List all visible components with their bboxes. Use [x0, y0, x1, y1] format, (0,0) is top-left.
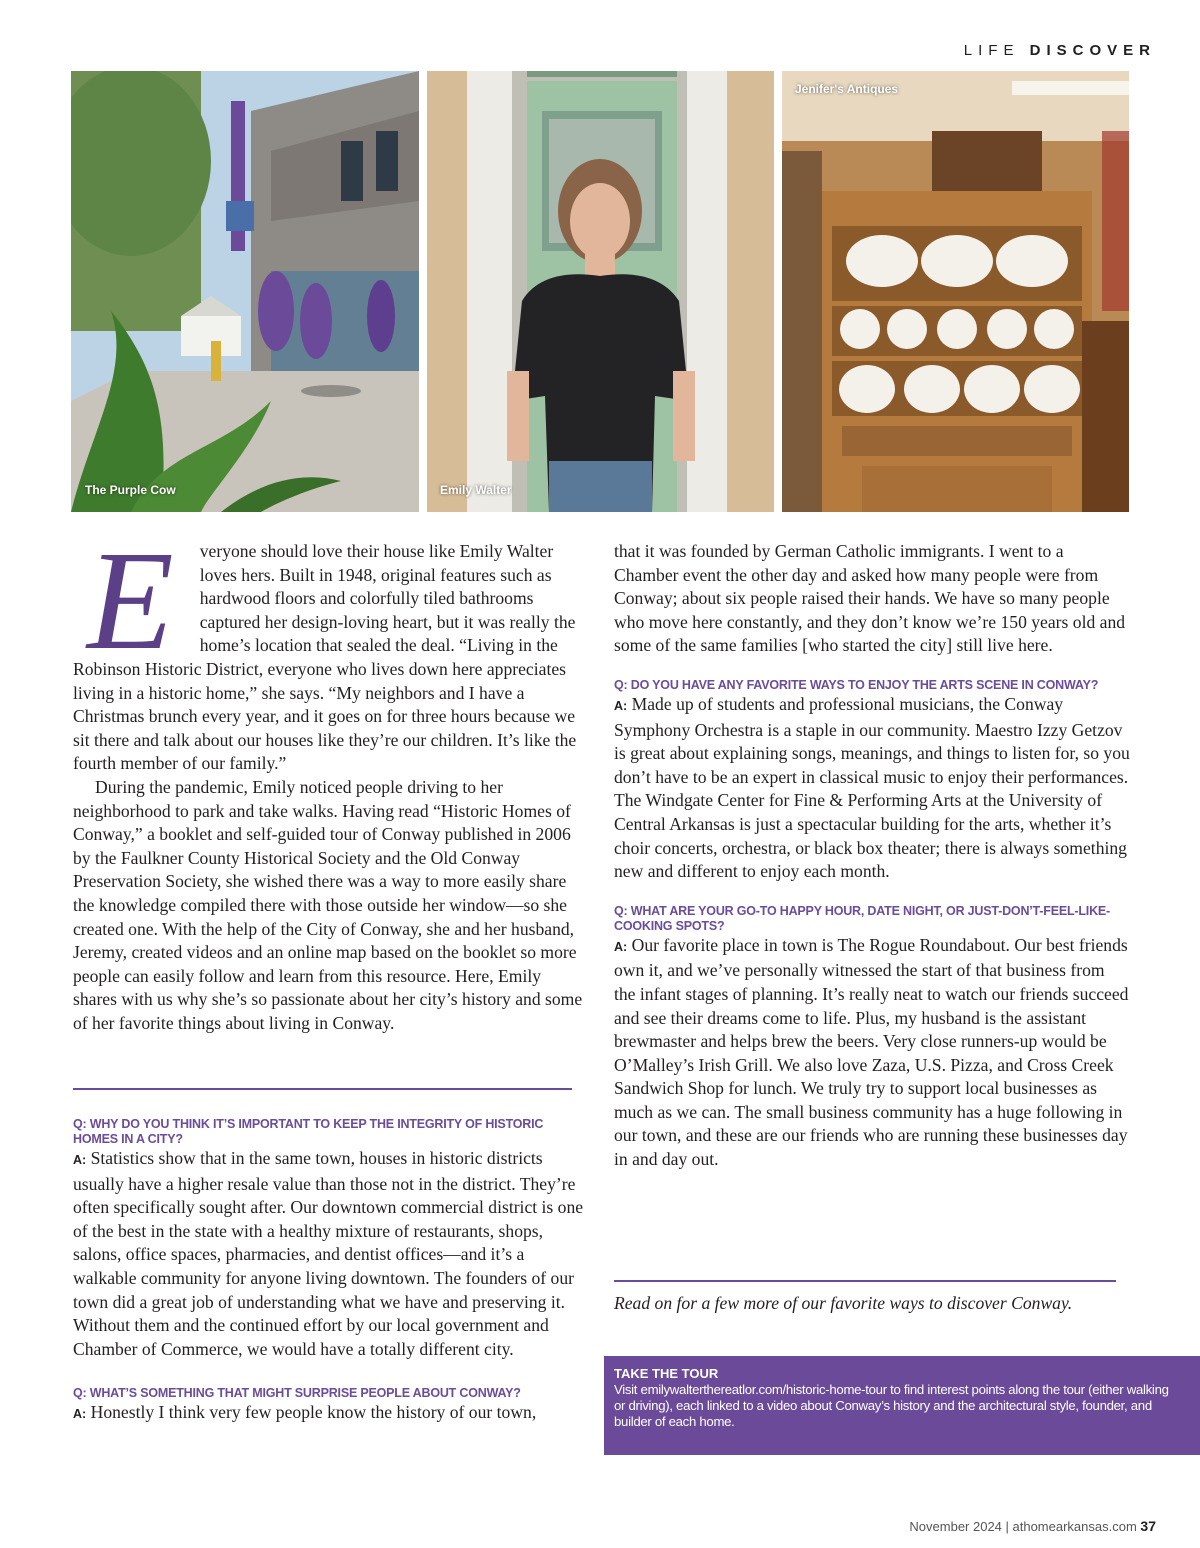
answer-label: A: — [73, 1153, 87, 1167]
photo-caption: Jenifer's Antiques — [795, 82, 899, 96]
drop-cap: E — [87, 521, 174, 679]
take-the-tour-box — [604, 1356, 1200, 1455]
section-header — [964, 42, 1156, 59]
question-arts: Q: DO YOU HAVE ANY FAVORITE WAYS TO ENJOY THE ARTS SCENE IN CONWAY? — [614, 677, 1099, 692]
photo-purple-cow — [71, 71, 419, 512]
answer-text: Statistics show that in the same town, houses in historic districts usually have a higher resale value than those not in the district. They’re often specifically sought after. Our downtown commercial district is one of the best in the state with a healthy mixture of restaurants, shops, salons, office spaces, pharmacies, and dentist offices—and it’s a walkable community for anyone living downtown. The founders of our town did a great job of understanding what we have and preserving it. Without them and the continued effort by our local government and Chamber of Commerce, we would have a totally different city. — [73, 1148, 584, 1359]
answer-label: A: — [614, 939, 628, 954]
left-column-qa — [73, 1117, 589, 1427]
tour-body: Visit emilywalterthereatlor.com/historic-home-tour to find interest points along the tour (either walking or driving), each linked to a video about Conway’s history and the architectural style, founder, and builder of each home. — [614, 1382, 1169, 1429]
answer-text: Honestly I think very few people know the history of our town, — [90, 1402, 537, 1423]
intro-paragraph — [73, 521, 585, 776]
answer-label: A: — [614, 698, 628, 713]
intro-paragraph-2: During the pandemic, Emily noticed people driving to her neighborhood to park and take walks. Having read “Historic Homes of Conway,” a booklet and self-guided tour of Conway published in 2006 by the Faulkner County Historical Society and the Old Conway Preservation Society, she wished there was a way to more easily share the knowledge compiled there with those outside her window—so she created one. With the help of the City of Conway, she and her husband, Jeremy, created videos and an online map based on the booklet so more people can easily follow and learn from this resource. Here, Emily shares with us why she’s so passionate about her city’s history and some of her favorite things about living in Conway. — [73, 776, 583, 1033]
answer-text: Made up of students and professional musicians, the Conway Symphony Orchestra is a staple in our community. Maestro Izzy Getzov is great about explaining songs, meanings, and things to listen for, so you don’t have to be an expert in classical music to enjoy their performances. The Windgate Center for Fine & Performing Arts at the University of Central Arkansas is just a spectacular building for the arts, whether it’s choir concerts, orchestra, or black box theater; there is always something new and different to enjoy each month. — [614, 693, 1130, 882]
page-footer — [909, 1518, 1156, 1534]
photo-caption: The Purple Cow — [85, 483, 176, 497]
answer-spots — [614, 934, 1130, 1172]
left-column — [73, 521, 585, 1035]
page-number: 37 — [1140, 1518, 1156, 1534]
answer-arts — [614, 693, 1130, 884]
question-surprise: Q: WHAT’S SOMETHING THAT MIGHT SURPRISE PEOPLE ABOUT CONWAY? — [73, 1386, 521, 1401]
purple-cow-image — [71, 71, 419, 512]
subsection-label: DISCOVER — [1029, 42, 1156, 59]
section-label: LIFE — [963, 42, 1020, 59]
intro-text: veryone should love their house like Emily Walter loves hers. Built in 1948, original features such as hardwood floors and colorfully tiled bathrooms captured her design-loving heart, but it was really the home’s location that sealed the deal. “Living in the Robinson Historic District, everyone who lives down here appreciates living in a historic home,” she says. “My neighbors and I have a Christmas brunch every year, and it goes on for three hours because we sit there and talk about our houses like they’re our children. It’s like the fourth member of our family.” — [73, 541, 577, 774]
answer-text: Our favorite place in town is The Rogue Roundabout. Our best friends own it, and we’ve personally witnessed the start of that business from the infant stages of planning. It’s really neat to watch our friends succeed and see their dreams come to life. Plus, my husband is the assistant brewmaster and helps brew the beers. Very close runners-up would be O’Malley’s Irish Grill. We also love Zaza, U.S. Pizza, and Cross Creek Sandwich Shop for lunch. We truly try to support local businesses as much as we can. The small business community has a huge following in our town, and these are our friends who are running these businesses day in and day out. — [614, 934, 1129, 1170]
answer-integrity — [73, 1147, 589, 1361]
question-spots: Q: WHAT ARE YOUR GO-TO HAPPY HOUR, DATE NIGHT, OR JUST-DON’T-FEEL-LIKE-COOKING SPOTS? — [614, 903, 1110, 933]
section-divider — [614, 1280, 1116, 1282]
tour-title: TAKE THE TOUR — [614, 1366, 719, 1381]
answer-label: A: — [73, 1407, 87, 1422]
photo-jenifers-antiques — [782, 71, 1129, 512]
answer-surprise-continued: that it was founded by German Catholic immigrants. I went to a Chamber event the other day and asked how many people were from Conway; about six people raised their hands. We have so many people who move here constantly, and they don’t know we’re 150 years old and some of the same families [who started the city] still live here. — [614, 541, 1126, 656]
emily-walter-image — [427, 71, 774, 512]
photo-caption: Emily Walter — [440, 483, 512, 497]
photo-emily-walter — [427, 71, 774, 512]
section-divider — [73, 1088, 572, 1090]
answer-surprise — [73, 1401, 589, 1427]
closing-line: Read on for a few more of our favorite ways to discover Conway. — [614, 1293, 1073, 1313]
footer-date-site: November 2024 | athomearkansas.com — [909, 1519, 1137, 1534]
right-column — [614, 540, 1130, 1172]
jenifers-antiques-image — [782, 71, 1129, 512]
question-integrity: Q: WHY DO YOU THINK IT’S IMPORTANT TO KEEP THE INTEGRITY OF HISTORIC HOMES IN A CITY? — [73, 1117, 544, 1146]
